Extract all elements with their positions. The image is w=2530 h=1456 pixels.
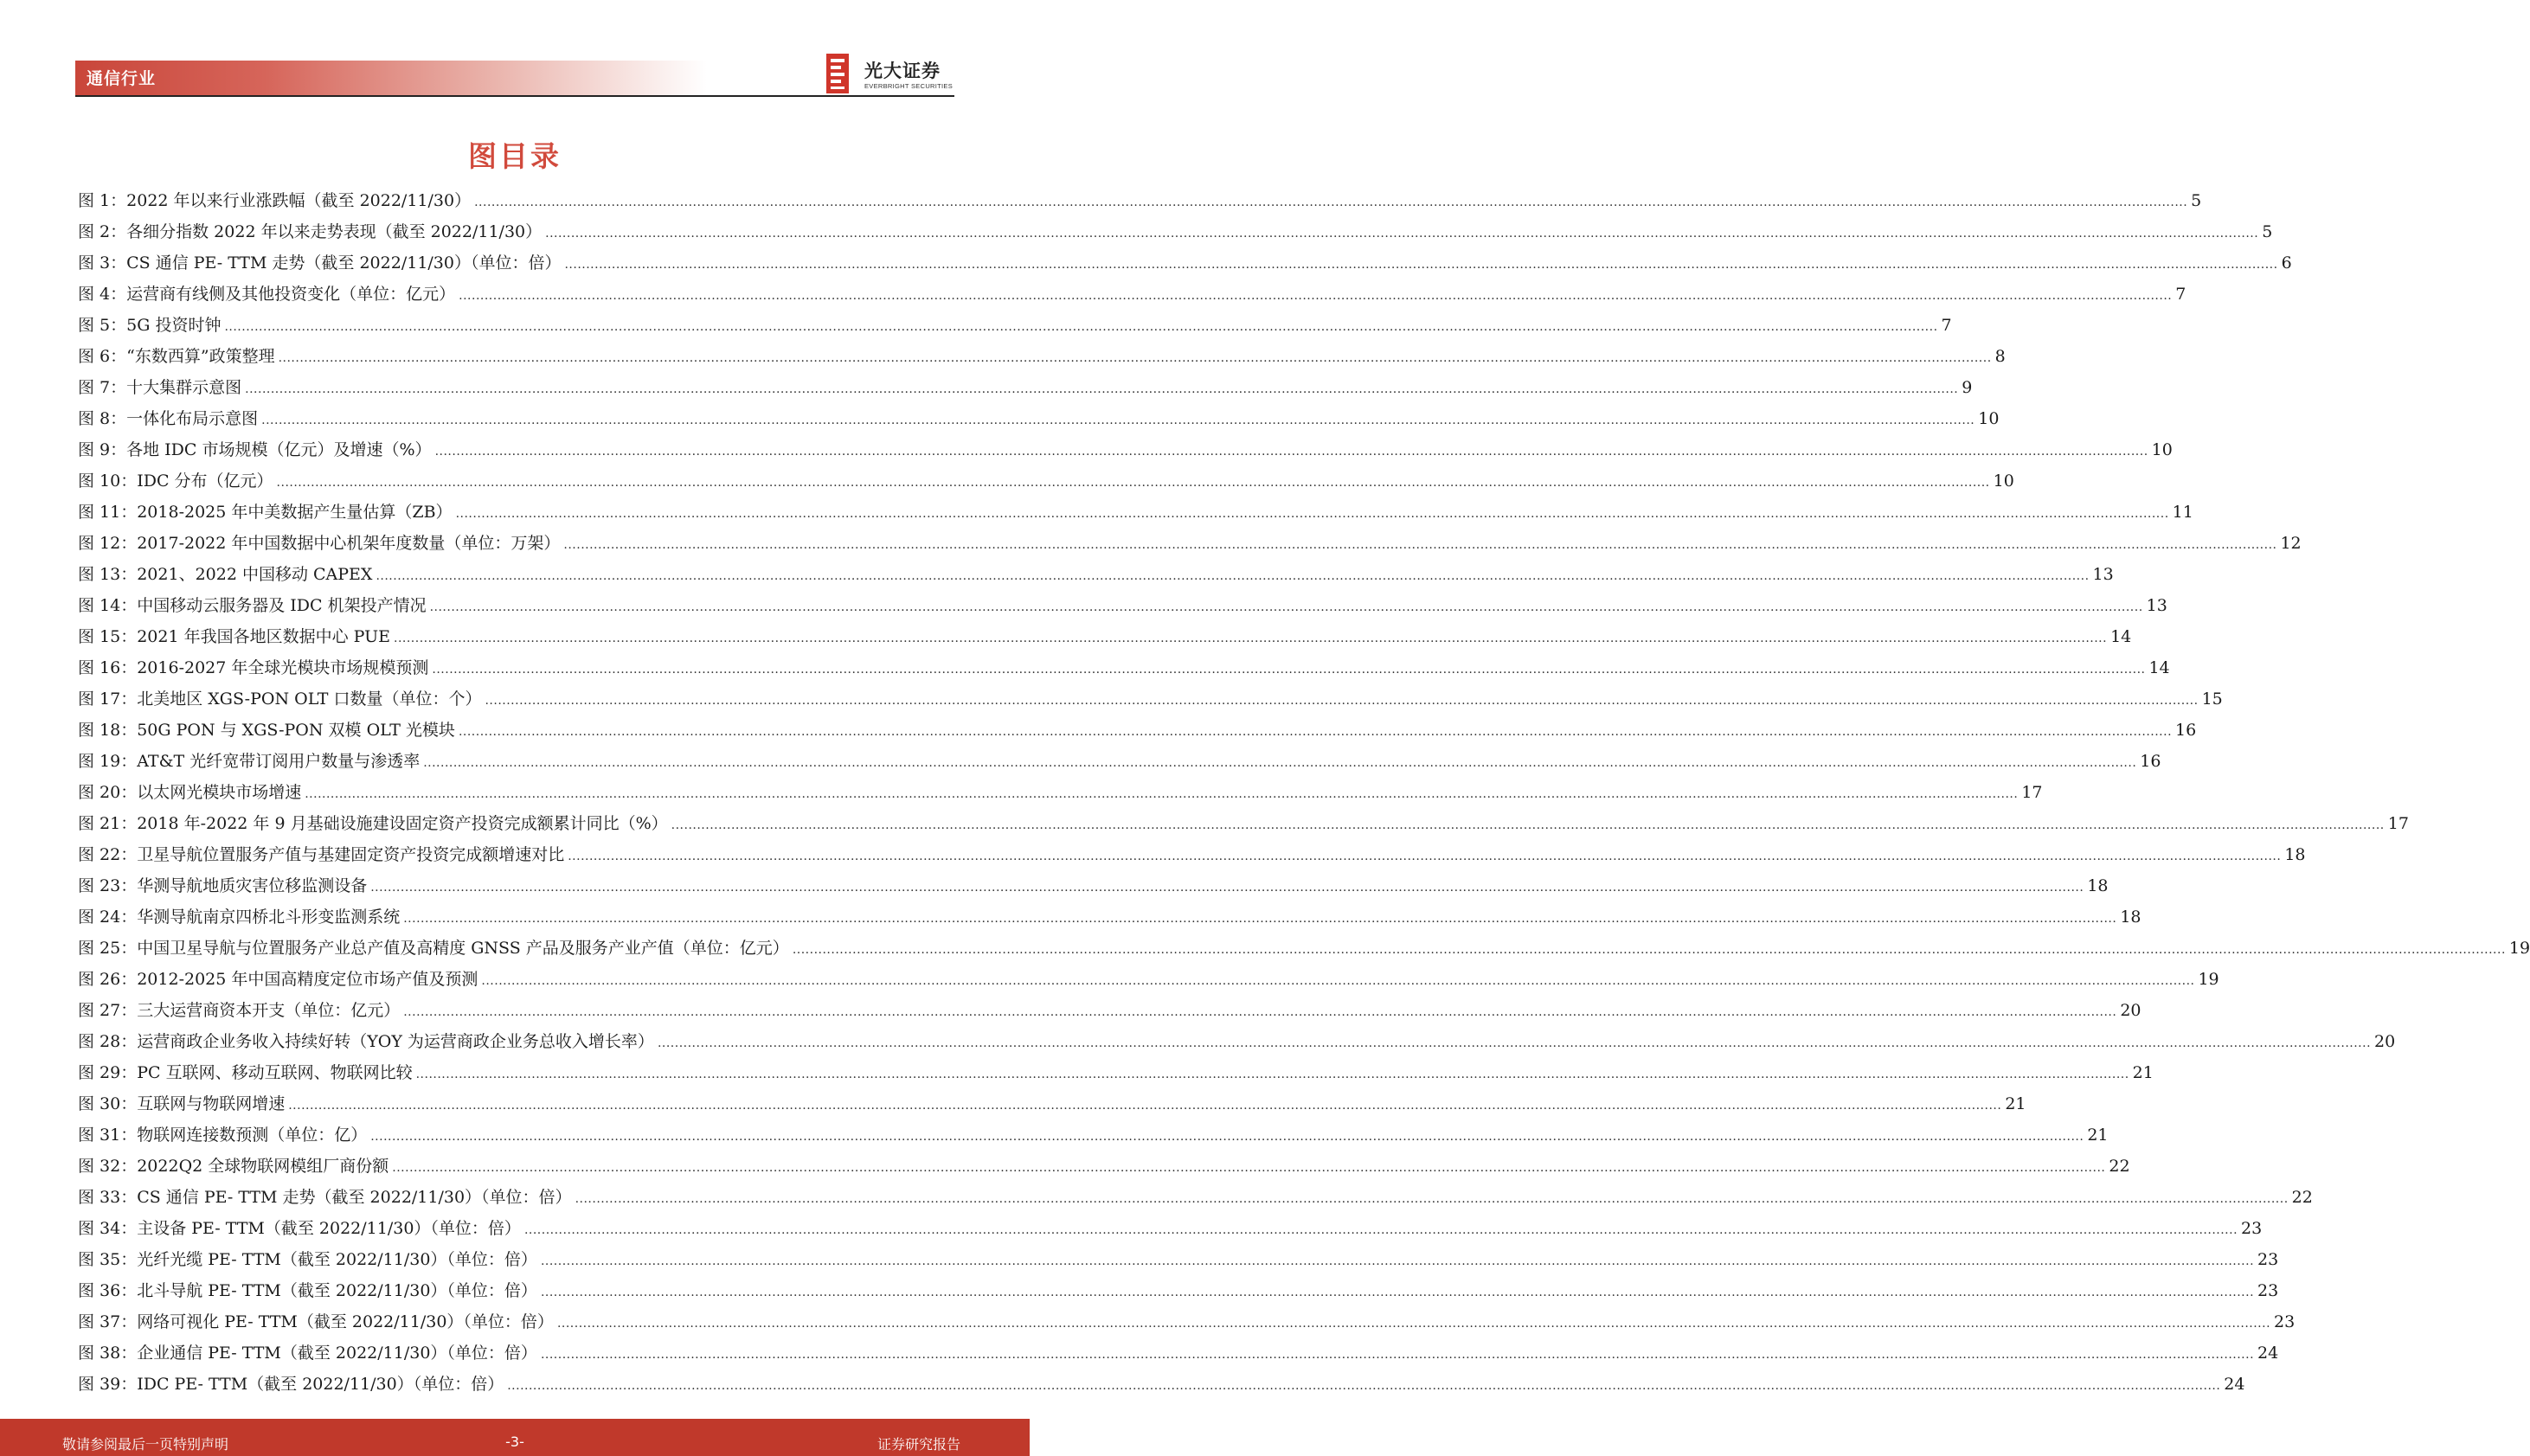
toc-entry[interactable] [78,1088,2026,1119]
toc-entry-title: 企业通信 PE- TTM（截至 2022/11/30）（单位：倍） [137,1344,537,1363]
toc-entry-page: 12 [2280,534,2302,553]
toc-entry-title: 2012-2025 年中国高精度定位市场产值及预测 [137,970,478,989]
toc-entry-label: 图 14： [78,596,138,615]
toc-dot-leader: ................................................................................................................................................................................................................................................................................................................................................................................................................ [432,663,2146,677]
toc-entry-label: 图 9： [78,440,127,459]
toc-dot-leader: ................................................................................................................................................................................................................................................................................................................................................................................................................ [455,507,2169,521]
toc-entry-title: IDC PE- TTM（截至 2022/11/30）（单位：倍） [137,1375,504,1394]
toc-entry-label: 图 39： [78,1375,138,1394]
toc-entry-label: 图 21： [78,814,138,833]
toc-entry-title: 2018 年-2022 年 9 月基础设施建设固定资产投资完成额累计同比（%） [137,814,668,833]
toc-entry[interactable] [78,279,2186,310]
footer-report-type: 证券研究报告 [877,1436,960,1453]
toc-entry-title: 华测导航南京四桥北斗形变监测系统 [137,908,401,927]
toc-entry[interactable] [78,216,2273,247]
toc-entry-label: 图 10： [78,471,138,491]
toc-entry-label: 图 6： [78,347,127,366]
toc-entry-label: 图 15： [78,627,138,646]
toc-entry-title: 2022Q2 全球物联网模组厂商份额 [137,1157,389,1176]
toc-entry[interactable] [78,995,2142,1026]
header-divider [75,95,954,97]
toc-entry-page: 19 [2198,970,2219,989]
toc-entry-title: IDC 分布（亿元） [137,471,273,491]
toc-entry-title: 一体化布局示意图 [126,409,259,428]
toc-entry-page: 16 [2175,721,2197,740]
toc-entry[interactable] [78,1026,2396,1057]
toc-entry-page: 24 [2224,1375,2245,1394]
toc-entry-label: 图 11： [78,503,138,522]
toc-dot-leader: ................................................................................................................................................................................................................................................................................................................................................................................................................ [563,538,2277,552]
toc-entry[interactable] [78,933,2530,964]
toc-entry-title: 以太网光模块市场增速 [137,783,302,802]
toc-dot-leader: ................................................................................................................................................................................................................................................................................................................................................................................................................ [474,196,2188,209]
toc-dot-leader: ................................................................................................................................................................................................................................................................................................................................................................................................................ [245,382,1959,396]
toc-entry-title: 主设备 PE- TTM（截至 2022/11/30）（单位：倍） [137,1219,521,1238]
toc-entry-label: 图 28： [78,1032,138,1051]
toc-entry-page: 10 [1993,471,2014,491]
toc-entry-label: 图 35： [78,1250,138,1269]
toc-dot-leader: ................................................................................................................................................................................................................................................................................................................................................................................................................ [523,1223,2238,1237]
footer-disclaimer: 敬请参阅最后一页特别声明 [62,1436,229,1453]
toc-entry-label: 图 24： [78,908,138,927]
toc-entry-label: 图 17： [78,690,138,709]
toc-entry-label: 图 36： [78,1281,138,1300]
toc-entry-page: 7 [1941,316,1952,335]
toc-entry-title: 中国卫星导航与位置服务产业总产值及高精度 GNSS 产品及服务产业产值（单位：亿元） [137,939,789,958]
toc-entry[interactable] [78,403,2000,434]
toc-entry-label: 图 4： [78,285,127,304]
toc-entry-label: 图 19： [78,752,138,771]
toc-entry[interactable] [78,964,2219,995]
toc-entry-page: 14 [2148,658,2170,677]
toc-entry-page: 24 [2257,1344,2279,1363]
toc-entry-title: 卫星导航位置服务产值与基建固定资产投资完成额增速对比 [137,845,565,864]
toc-entry-page: 18 [2284,845,2306,864]
toc-entry-title: 2018-2025 年中美数据产生量估算（ZB） [137,503,453,522]
toc-entry[interactable] [78,372,1973,403]
toc-entry-title: 2017-2022 年中国数据中心机架年度数量（单位：万架） [137,534,561,553]
toc-entry[interactable] [78,808,2409,839]
toc-dot-leader: ................................................................................................................................................................................................................................................................................................................................................................................................................ [556,1317,2271,1331]
toc-dot-leader: ................................................................................................................................................................................................................................................................................................................................................................................................................ [792,943,2506,957]
everbright-logo-icon [826,54,852,93]
toc-entry-page: 10 [1978,409,2000,428]
toc-entry[interactable] [78,590,2167,621]
toc-entry-label: 图 20： [78,783,138,802]
toc-entry-title: 网络可视化 PE- TTM（截至 2022/11/30）（单位：倍） [137,1312,554,1331]
toc-dot-leader: ................................................................................................................................................................................................................................................................................................................................................................................................................ [459,289,2173,303]
toc-entry-title: 北斗导航 PE- TTM（截至 2022/11/30）（单位：倍） [137,1281,537,1300]
toc-dot-leader: ................................................................................................................................................................................................................................................................................................................................................................................................................ [429,600,2143,614]
toc-entry-page: 21 [2132,1063,2154,1082]
toc-dot-leader: ................................................................................................................................................................................................................................................................................................................................................................................................................ [540,1254,2255,1268]
toc-entry-title: 各细分指数 2022 年以来走势表现（截至 2022/11/30） [126,222,543,241]
toc-entry[interactable] [78,465,2014,497]
section-title: 通信行业 [87,69,157,88]
toc-dot-leader: ................................................................................................................................................................................................................................................................................................................................................................................................................ [540,1348,2255,1362]
toc-entry-label: 图 18： [78,721,138,740]
figure-toc-list [78,185,2530,1400]
toc-entry-page: 17 [2387,814,2409,833]
toc-entry[interactable] [78,1306,2296,1337]
toc-entry-title: 运营商政企业务收入持续好转（YOY 为运营商政企业务总收入增长率） [137,1032,654,1051]
toc-entry-title: 物联网连接数预测（单位：亿） [137,1126,368,1145]
toc-entry-title: CS 通信 PE- TTM 走势（截至 2022/11/30）（单位：倍） [137,1188,572,1207]
toc-entry-title: 2022 年以来行业涨跌幅（截至 2022/11/30） [126,191,472,210]
toc-entry-title: 运营商有线侧及其他投资变化（单位：亿元） [126,285,456,304]
toc-entry-title: 2021、2022 中国移动 CAPEX [137,565,373,584]
toc-entry-page: 23 [2257,1250,2279,1269]
toc-entry-title: 2016-2027 年全球光模块市场规模预测 [137,658,429,677]
toc-entry-page: 5 [2191,191,2202,210]
toc-dot-leader: ................................................................................................................................................................................................................................................................................................................................................................................................................ [657,1036,2372,1050]
toc-entry-title: CS 通信 PE- TTM 走势（截至 2022/11/30）（单位：倍） [126,253,562,273]
toc-entry-page: 23 [2257,1281,2279,1300]
toc-entry-title: 北美地区 XGS-PON OLT 口数量（单位：个） [137,690,482,709]
toc-dot-leader: ................................................................................................................................................................................................................................................................................................................................................................................................................ [370,1130,2084,1144]
toc-entry-title: 光纤光缆 PE- TTM（截至 2022/11/30）（单位：倍） [137,1250,537,1269]
toc-entry-label: 图 26： [78,970,138,989]
toc-entry[interactable] [78,1119,2109,1151]
toc-entry[interactable] [78,559,2114,590]
toc-entry[interactable] [78,310,1952,341]
toc-entry[interactable] [78,621,2132,652]
toc-entry[interactable] [78,901,2142,933]
toc-dot-leader: ................................................................................................................................................................................................................................................................................................................................................................................................................ [434,445,2148,459]
toc-entry-page: 19 [2508,939,2530,958]
toc-entry-label: 图 12： [78,534,138,553]
toc-entry-label: 图 3： [78,253,127,273]
toc-entry[interactable] [78,839,2306,870]
page-number: -3- [505,1434,524,1450]
toc-entry-page: 13 [2092,565,2114,584]
toc-entry-label: 图 1： [78,191,127,210]
toc-entry-page: 5 [2262,222,2273,241]
toc-entry[interactable] [78,434,2173,465]
toc-entry[interactable] [78,497,2193,528]
toc-entry-page: 18 [2087,876,2109,895]
toc-entry[interactable] [78,715,2197,746]
toc-dot-leader: ................................................................................................................................................................................................................................................................................................................................................................................................................ [458,725,2173,739]
toc-entry-page: 8 [1994,347,2006,366]
toc-entry-label: 图 34： [78,1219,138,1238]
toc-dot-leader: ................................................................................................................................................................................................................................................................................................................................................................................................................ [485,694,2199,708]
toc-entry[interactable] [78,652,2170,683]
toc-entry-title: 十大集群示意图 [126,378,242,397]
toc-entry-label: 图 2： [78,222,127,241]
toc-dot-leader: ................................................................................................................................................................................................................................................................................................................................................................................................................ [224,320,1938,334]
toc-entry-label: 图 29： [78,1063,138,1082]
toc-entry-label: 图 5： [78,316,127,335]
toc-entry[interactable] [78,1151,2130,1182]
toc-dot-leader: ................................................................................................................................................................................................................................................................................................................................................................................................................ [376,569,2090,583]
toc-entry-page: 16 [2140,752,2161,771]
toc-entry-page: 7 [2175,285,2186,304]
toc-entry-page: 18 [2120,908,2142,927]
toc-entry[interactable] [78,341,2006,372]
toc-entry-title: 互联网与物联网增速 [137,1094,286,1113]
toc-entry[interactable] [78,746,2161,777]
toc-entry-label: 图 22： [78,845,138,864]
toc-entry[interactable] [78,528,2302,559]
toc-dot-leader: ................................................................................................................................................................................................................................................................................................................................................................................................................ [403,1005,2117,1019]
toc-entry-title: AT&T 光纤宽带订阅用户数量与渗透率 [137,752,421,771]
toc-entry-title: 三大运营商资本开支（单位：亿元） [137,1001,401,1020]
toc-entry[interactable] [78,1275,2279,1306]
toc-entry-label: 图 25： [78,939,138,958]
toc-entry-label: 图 13： [78,565,138,584]
toc-entry[interactable] [78,1244,2279,1275]
toc-entry-label: 图 16： [78,658,138,677]
toc-entry-label: 图 32： [78,1157,138,1176]
toc-entry-title: 50G PON 与 XGS-PON 双模 OLT 光模块 [137,721,455,740]
toc-entry-page: 22 [2291,1188,2313,1207]
toc-entry-label: 图 7： [78,378,127,397]
toc-entry-page: 9 [1962,378,1973,397]
toc-entry-title: 中国移动云服务器及 IDC 机架投产情况 [137,596,427,615]
toc-dot-leader: ................................................................................................................................................................................................................................................................................................................................................................................................................ [671,818,2385,832]
toc-dot-leader: ................................................................................................................................................................................................................................................................................................................................................................................................................ [394,632,2108,645]
toc-dot-leader: ................................................................................................................................................................................................................................................................................................................................................................................................................ [575,1192,2289,1206]
toc-dot-leader: ................................................................................................................................................................................................................................................................................................................................................................................................................ [540,1286,2255,1299]
page-title: 图目录 [468,139,562,173]
toc-entry-page: 13 [2146,596,2167,615]
toc-dot-leader: ................................................................................................................................................................................................................................................................................................................................................................................................................ [370,881,2084,895]
toc-dot-leader: ................................................................................................................................................................................................................................................................................................................................................................................................................ [261,414,1975,427]
toc-entry-page: 21 [2087,1126,2109,1145]
toc-entry[interactable] [78,1182,2313,1213]
toc-dot-leader: ................................................................................................................................................................................................................................................................................................................................................................................................................ [481,974,2195,988]
toc-entry-title: PC 互联网、移动互联网、物联网比较 [137,1063,413,1082]
toc-entry-label: 图 31： [78,1126,138,1145]
toc-entry-page: 21 [2005,1094,2026,1113]
toc-entry-label: 图 27： [78,1001,138,1020]
toc-dot-leader: ................................................................................................................................................................................................................................................................................................................................................................................................................ [288,1099,2002,1113]
toc-dot-leader: ................................................................................................................................................................................................................................................................................................................................................................................................................ [507,1379,2221,1393]
toc-dot-leader: ................................................................................................................................................................................................................................................................................................................................................................................................................ [403,912,2117,926]
toc-entry[interactable] [78,683,2223,715]
toc-entry[interactable] [78,1337,2279,1369]
toc-entry[interactable] [78,247,2292,279]
brand-name-english: EVERBRIGHT SECURITIES [864,82,954,90]
toc-entry[interactable] [78,1057,2154,1088]
toc-entry-page: 6 [2281,253,2292,273]
toc-entry-label: 图 23： [78,876,138,895]
toc-dot-leader: ................................................................................................................................................................................................................................................................................................................................................................................................................ [423,756,2137,770]
toc-entry-page: 11 [2172,503,2193,522]
toc-entry-page: 23 [2274,1312,2296,1331]
toc-entry-label: 图 37： [78,1312,138,1331]
toc-entry[interactable] [78,1369,2245,1400]
toc-entry-label: 图 8： [78,409,127,428]
toc-entry-title: “东数西算”政策整理 [126,347,275,366]
toc-entry[interactable] [78,1213,2263,1244]
toc-entry-page: 23 [2241,1219,2263,1238]
toc-entry-page: 20 [2374,1032,2396,1051]
toc-dot-leader: ................................................................................................................................................................................................................................................................................................................................................................................................................ [545,227,2259,241]
toc-entry-page: 14 [2110,627,2132,646]
toc-entry-title: 5G 投资时钟 [126,316,222,335]
toc-dot-leader: ................................................................................................................................................................................................................................................................................................................................................................................................................ [276,476,1990,490]
toc-entry-page: 17 [2021,783,2043,802]
toc-entry[interactable] [78,777,2043,808]
brand-logo [826,54,956,93]
toc-dot-leader: ................................................................................................................................................................................................................................................................................................................................................................................................................ [392,1161,2106,1175]
header-band [75,61,707,95]
toc-entry-label: 图 38： [78,1344,138,1363]
toc-dot-leader: ................................................................................................................................................................................................................................................................................................................................................................................................................ [305,787,2019,801]
brand-name: 光大证券 [864,61,941,81]
toc-entry-page: 22 [2109,1157,2130,1176]
toc-dot-leader: ................................................................................................................................................................................................................................................................................................................................................................................................................ [415,1068,2129,1081]
toc-dot-leader: ................................................................................................................................................................................................................................................................................................................................................................................................................ [278,351,1992,365]
toc-entry-title: 各地 IDC 市场规模（亿元）及增速（%） [126,440,432,459]
toc-entry-label: 图 33： [78,1188,138,1207]
toc-entry-page: 15 [2201,690,2223,709]
toc-entry-title: 华测导航地质灾害位移监测设备 [137,876,368,895]
toc-entry[interactable] [78,870,2109,901]
toc-dot-leader: ................................................................................................................................................................................................................................................................................................................................................................................................................ [564,258,2278,272]
toc-dot-leader: ................................................................................................................................................................................................................................................................................................................................................................................................................ [568,850,2282,863]
toc-entry-page: 20 [2120,1001,2142,1020]
toc-entry-label: 图 30： [78,1094,138,1113]
toc-entry[interactable] [78,185,2202,216]
toc-entry-title: 2021 年我国各地区数据中心 PUE [137,627,390,646]
toc-entry-page: 10 [2151,440,2173,459]
